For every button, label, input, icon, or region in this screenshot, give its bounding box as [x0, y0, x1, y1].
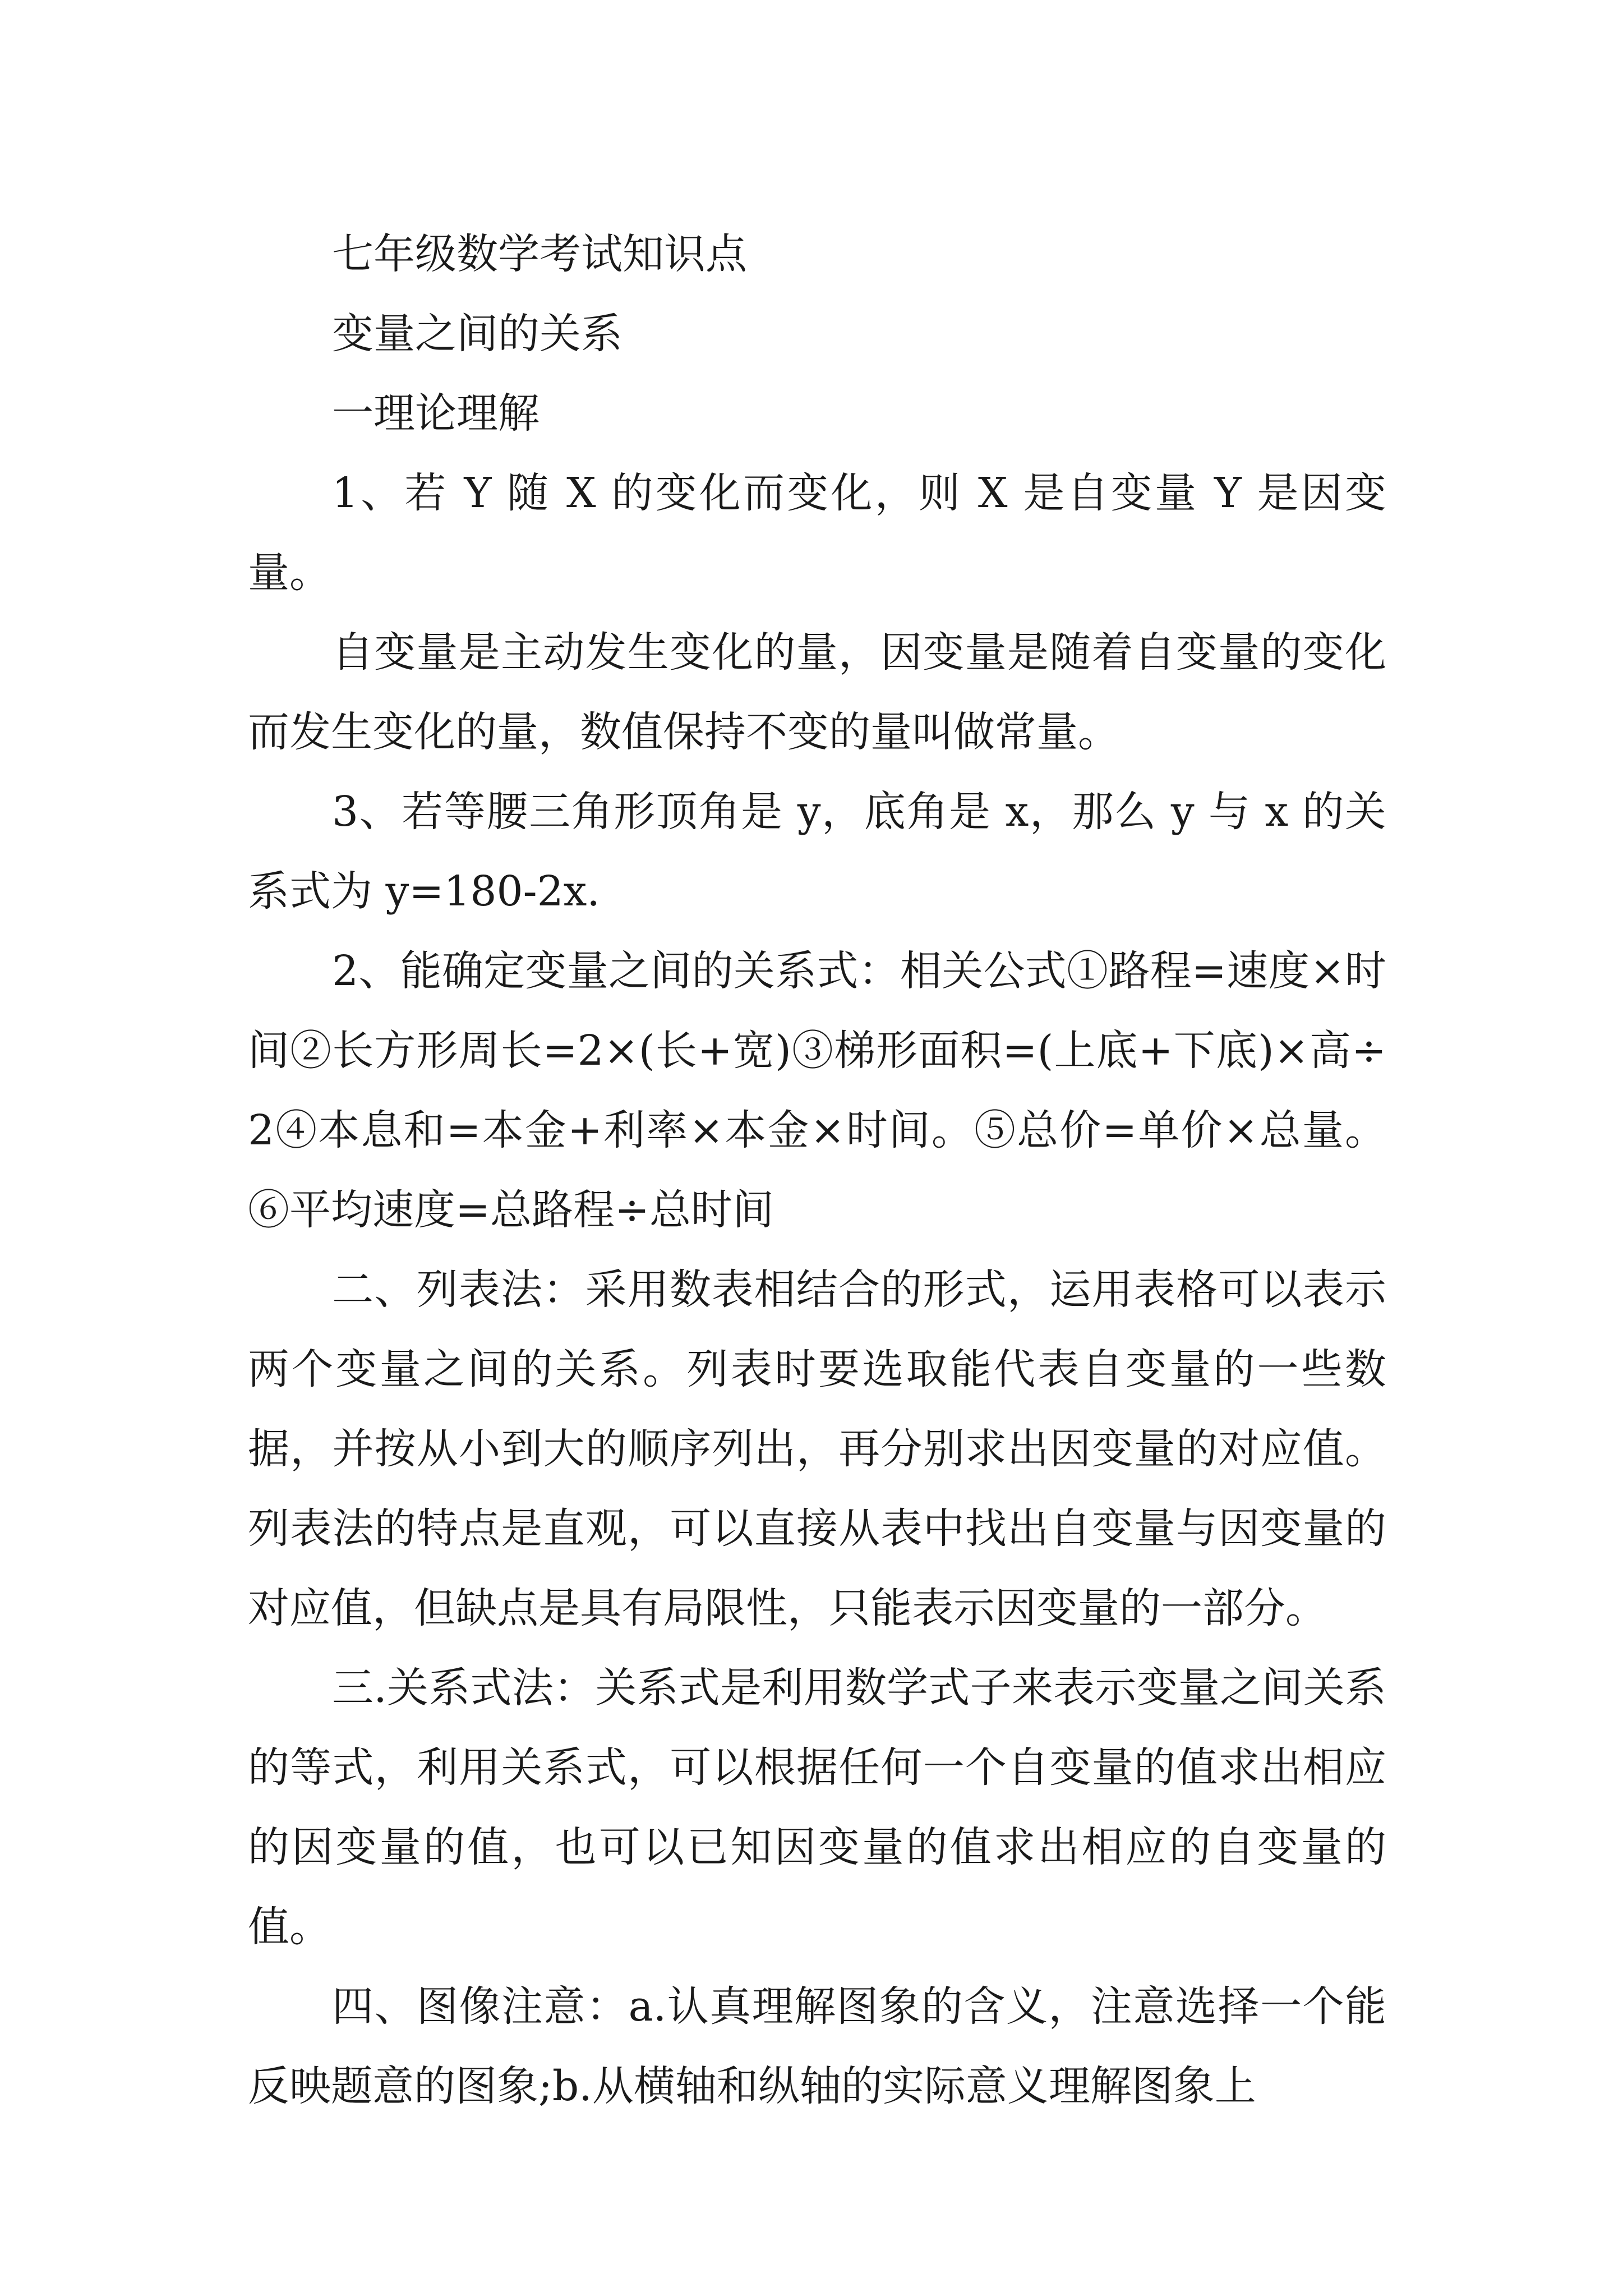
document-body — [248, 214, 1386, 2126]
section-heading: 变量之间的关系 — [332, 310, 623, 358]
paragraph: 二、列表法：采用数表相结合的形式，运用表格可以表示两个变量之间的关系。列表时要选取能代表自变量的一些数据，并按从小到大的顺序列出，再分别求出因变量的对应值。列表法的特点是直观，可以直接从表中找出自变量与因变量的对应值，但缺点是具有局限性，只能表示因变量的一部分。 — [248, 1266, 1386, 1632]
paragraph: 自变量是主动发生变化的量，因变量是随着自变量的变化而发生变化的量，数值保持不变的量叫做常量。 — [248, 628, 1386, 756]
paragraph: 3、若等腰三角形顶角是 y，底角是 x，那么 y 与 x 的关系式为 y=180-2x. — [248, 788, 1386, 915]
paragraph: 三.关系式法：关系式是利用数学式子来表示变量之间关系的等式，利用关系式，可以根据任何一个自变量的值求出相应的因变量的值，也可以已知因变量的值求出相应的自变量的值。 — [248, 1664, 1386, 1951]
paragraph: 2、能确定变量之间的关系式：相关公式①路程=速度×时间②长方形周长=2×(长+宽)③梯形面积=(上底+下底)×高÷2④本息和=本金+利率×本金×时间。⑤总价=单价×总量。⑥平均速度=总路程÷总时间 — [248, 947, 1386, 1234]
document-title: 七年级数学考试知识点 — [332, 230, 747, 278]
paragraph: 1、若 Y 随 X 的变化而变化，则 X 是自变量 Y 是因变量。 — [248, 469, 1386, 597]
paragraph: 四、图像注意：a.认真理解图象的含义，注意选择一个能反映题意的图象;b.从横轴和纵轴的实际意义理解图象上 — [248, 1982, 1386, 2110]
subsection-heading: 一理论理解 — [332, 389, 540, 438]
